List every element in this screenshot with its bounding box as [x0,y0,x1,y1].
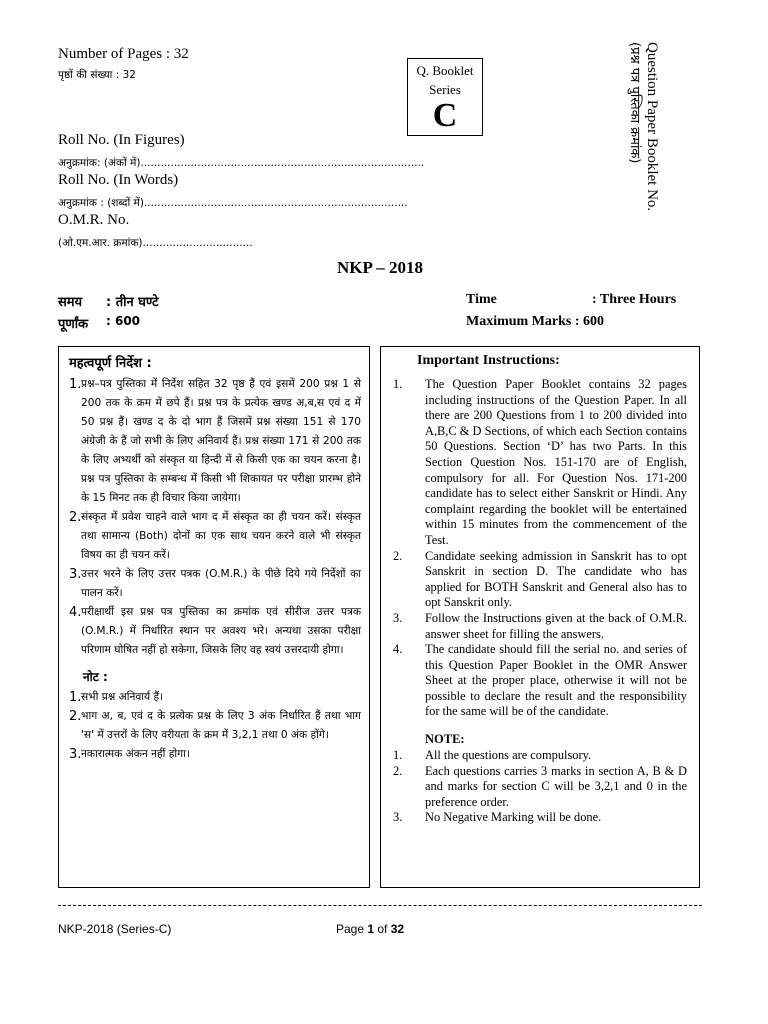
hindi-note-2: 2. भाग अ, ब, एवं द के प्रत्येक प्रश्न के लिए 3 अंक निर्धारित हैं तथा भाग 'स' में उत्तरों के लिए वरीयता के क्रम में 3,2,1 तथा 0 अंक होंगे। [69,709,361,741]
booklet-series-box [407,58,483,136]
english-item-2: 2. Candidate seeking admission in Sanskrit has to opt Sanskrit in section D. The candidate who has applied for BOTH Sanskrit and General also has to opt Sanskrit only. [393,548,687,610]
hindi-instructions-heading: महत्वपूर्ण निर्देश : [69,356,152,371]
booklet-number-label-hi: (प्रश्न पत्र पुस्तिका क्रमांक) [627,42,642,164]
roll-no-figures-label: Roll No. (In Figures) [58,132,185,148]
booklet-number-label-en: Question Paper Booklet No. [644,42,660,212]
omr-no-field[interactable]: (ओ.एम.आर. क्रमांक)................................. [58,237,253,249]
english-note-1: 1. All the questions are compulsory. [393,748,592,763]
number-of-pages: Number of Pages : 32 [58,46,189,62]
footer-series: NKP-2018 (Series-C) [58,922,172,936]
omr-no-label: O.M.R. No. [58,212,130,228]
roll-no-words-field[interactable]: अनुक्रमांक : (शब्दों में)............................................................................... [58,197,408,209]
hindi-note-1: 1. सभी प्रश्न अनिवार्य हैं। [69,690,164,705]
hindi-instructions-box [58,346,370,888]
time-label-en: Time [466,292,497,307]
english-item-3: 3. Follow the Instructions given at the back of O.M.R. answer sheet for filling the answers. [393,610,687,641]
footer-page-number: Page 1 of 32 [336,922,405,936]
time-label-hi: समय [58,295,83,310]
marks-value-hi: : 600 [106,314,141,328]
hindi-item-1: 1. प्रश्न–पत्र पुस्तिका में निर्देश सहित 32 पृष्ठ हैं एवं इसमें 200 प्रश्न 1 से 200 तक के क्रम में छपे हैं। प्रश्न पत्र के प्रत्येक खण्ड अ,ब,स एवं द में 50 प्रश्न हैं। खण्ड द के दो भाग हैं जिसमें प्रश्न संख्या 151 से 170 अंग्रेजी के हैं जो सभी के लिए अनिवार्य हैं। प्रश्न संख्या 171 से 200 तक के लिए अभ्यर्थी को संस्कृत या हिन्दी में से किसी एक का चयन करना है। प्रश्न पत्र पुस्तिका के सम्बन्ध में किसी भी शिकायत पर परीक्षा प्रारम्भ होने के 15 मिनट तक ही विचार किया जायेगा। [69,377,361,504]
booklet-label: Q. Booklet [416,63,474,78]
english-item-4: 4. The candidate should fill the serial no. and series of this Question Paper Booklet in the OMR Answer Sheet at the proper place, otherwise it will not be possible to declare the result and the responsibility for the same will be of the candidate. [393,642,687,719]
number-of-pages-hindi: पृष्ठों की संख्या : 32 [58,69,136,81]
series-letter: C [432,97,458,134]
english-instructions-box [380,346,700,888]
roll-no-figures-field[interactable]: अनुक्रमांक: (अंकों में)..................................................................................... [58,157,425,169]
english-note-2: 2. Each questions carries 3 marks in section A, B & D and marks for section C will be 3,2,1 and 0 in the preference order. [393,763,687,809]
roll-no-words-label: Roll No. (In Words) [58,172,179,188]
footer-divider [58,905,702,906]
english-instructions-heading: Important Instructions: [417,353,560,368]
hindi-note-3: 3. नकारात्मक अंकन नहीं होगा। [69,747,190,762]
booklet-number-vertical-label [626,42,668,232]
exam-title: NKP – 2018 [337,258,423,277]
english-note-3: 3. No Negative Marking will be done. [393,810,602,825]
hindi-item-2: 2. संस्कृत में प्रवेश चाहने वाले भाग द में संस्कृत का ही चयन करें। संस्कृत तथा सामान्य (Both) दोनों का एक साथ चयन करने वाले भी संस्कृत विषय का ही चयन करें। [69,510,361,561]
english-item-1: 1. The Question Paper Booklet contains 32 pages including instructions of the Question Paper. In all there are 200 Questions from 1 to 200 divided into A,B,C & D Sections, of which each Section contains 50 Questions. Section ‘D’ has two Parts. In this Section Question Nos. 151-170 are of English, compulsory for all. For Question Nos. 171-200 candidate has to select either Sanskrit or Hindi. Any complaint regarding the booklet will be entertained within 15 minutes from the commencement of the Test. [393,377,687,547]
marks-label-hi: पूर्णांक [58,317,89,332]
english-note-heading: NOTE: [425,732,465,747]
hindi-note-heading: नोट : [83,670,108,684]
hindi-item-3: 3. उत्तर भरने के लिए उत्तर पत्रक (O.M.R.) के पीछे दिये गये निर्देशों का पालन करें। [69,567,361,599]
hindi-item-4: 4. परीक्षार्थी इस प्रश्न पत्र पुस्तिका का क्रमांक एवं सीरीज उत्तर पत्रक (O.M.R.) में निर्धारित स्थान पर अवश्य भरे। अन्यथा उसका परीक्षा परिणाम घोषित नहीं हो सकेगा, जिसके लिए वह स्वयं उत्तरदायी होगा। [69,605,361,656]
time-value-hi: : तीन घण्टे [106,295,159,310]
max-marks-en: Maximum Marks : 600 [466,314,605,329]
series-label: Series [429,82,461,97]
time-value-en: : Three Hours [592,292,677,307]
